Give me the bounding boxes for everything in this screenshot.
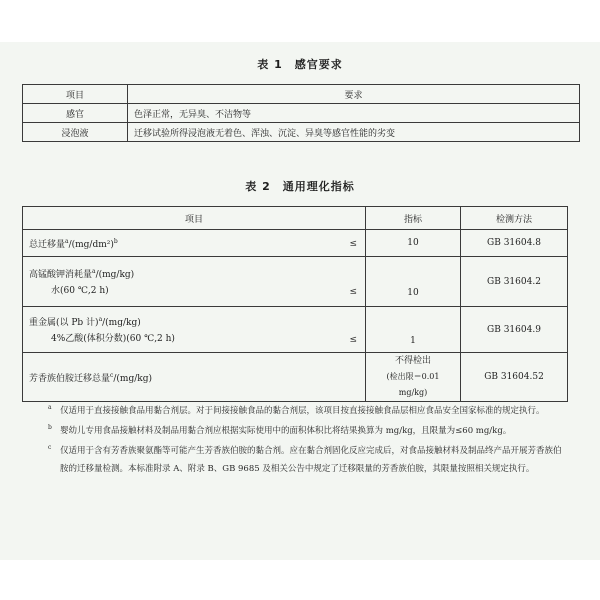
footnote-mark: b (48, 424, 52, 431)
footnote-ref: a (92, 268, 96, 275)
row-item: 重金属(以 Pb 计) (29, 318, 99, 328)
footnote-ref: a (98, 316, 103, 323)
row-unit: /(mg/kg) (95, 270, 135, 280)
row-item: 高锰酸钾消耗量 (29, 270, 93, 280)
sensory-requirements-table (22, 84, 580, 142)
footnote-ref: b (113, 237, 118, 245)
row-item: 浸泡液 (23, 123, 128, 142)
footnote-mark: a (48, 404, 52, 411)
footnote (46, 442, 566, 478)
row-indicator: 10 (366, 257, 461, 307)
row-item: 芳香族伯胺迁移总量 (29, 373, 111, 384)
le-symbol: ≤ (349, 335, 357, 345)
le-symbol: ≤ (349, 239, 357, 249)
footnote-ref: a (65, 237, 69, 245)
header-method: 检测方法 (461, 207, 568, 230)
row-item-cell (23, 230, 366, 257)
row-method: GB 31604.52 (461, 353, 568, 402)
table-row (23, 104, 580, 123)
row-item: 总迁移量 (29, 239, 66, 250)
row-indicator: 10 (366, 230, 461, 257)
row-condition: 水(60 ℃,2 h) (51, 286, 109, 296)
table2-title: 表 2 通用理化指标 (245, 180, 355, 193)
row-method: GB 31604.8 (461, 230, 568, 257)
header-item: 项目 (23, 85, 128, 104)
footnote-ref: c (110, 371, 114, 379)
row-item-cell (23, 353, 366, 402)
row-requirement: 迁移试验所得浸泡液无着色、浑浊、沉淀、异臭等感官性能的劣变 (128, 123, 580, 142)
row-item-cell (23, 257, 366, 307)
row-method: GB 31604.2 (461, 257, 568, 307)
row-unit: /(mg/dm²) (68, 239, 114, 250)
footnote-mark: c (48, 444, 52, 451)
header-requirement: 要求 (128, 85, 580, 104)
header-indicator: 指标 (366, 207, 461, 230)
table-row (23, 353, 568, 402)
row-item-cell (23, 307, 366, 353)
row-condition: 4%乙酸(体积分数)(60 ℃,2 h) (51, 334, 175, 344)
table-row (23, 257, 568, 307)
footnote-text: 仅适用于含有芳香族聚氨酯等可能产生芳香族伯胺的黏合剂。应在黏合剂固化反应完成后，对食品接触材料及制品终产品开展芳香族伯胺的迁移量检测。本标准附录 A、附录 B、GB 9685 及相关公告中规定了迁移限量的芳香族伯胺，其限量按照相关规定执行。 (60, 446, 562, 474)
table-row (23, 123, 580, 142)
footnote-text: 婴幼儿专用食品接触材料及制品用黏合剂应根据实际使用中的面积体积比将结果换算为 mg/kg，且限量为≤60 mg/kg。 (60, 426, 512, 436)
footnotes (46, 402, 566, 480)
table1-title: 表 1 感官要求 (257, 58, 343, 71)
row-item: 感官 (23, 104, 128, 123)
footnote (46, 402, 566, 420)
row-indicator: 不得检出 (394, 356, 431, 366)
table-header-row (23, 207, 568, 230)
row-method: GB 31604.9 (461, 307, 568, 353)
header-item: 项目 (23, 207, 366, 230)
footnote-text: 仅适用于直接接触食品用黏合剂层。对于间接接触食品的黏合剂层，该项目按直接接触食品层相应食品安全国家标准的规定执行。 (60, 406, 545, 416)
footnote (46, 422, 566, 440)
row-indicator: 1 (366, 307, 461, 353)
row-indicator-detail: (检出限＝0.01 mg/kg) (386, 372, 440, 397)
row-unit: /(mg/kg) (102, 318, 141, 328)
table-row (23, 230, 568, 257)
table-header-row (23, 85, 580, 104)
physicochemical-indicators-table (22, 206, 568, 402)
row-indicator-cell (366, 353, 461, 402)
le-symbol: ≤ (349, 287, 357, 297)
table-row (23, 307, 568, 353)
row-unit: /(mg/kg) (113, 373, 152, 384)
document-page (0, 42, 600, 560)
row-requirement: 色泽正常，无异臭、不洁物等 (128, 104, 580, 123)
